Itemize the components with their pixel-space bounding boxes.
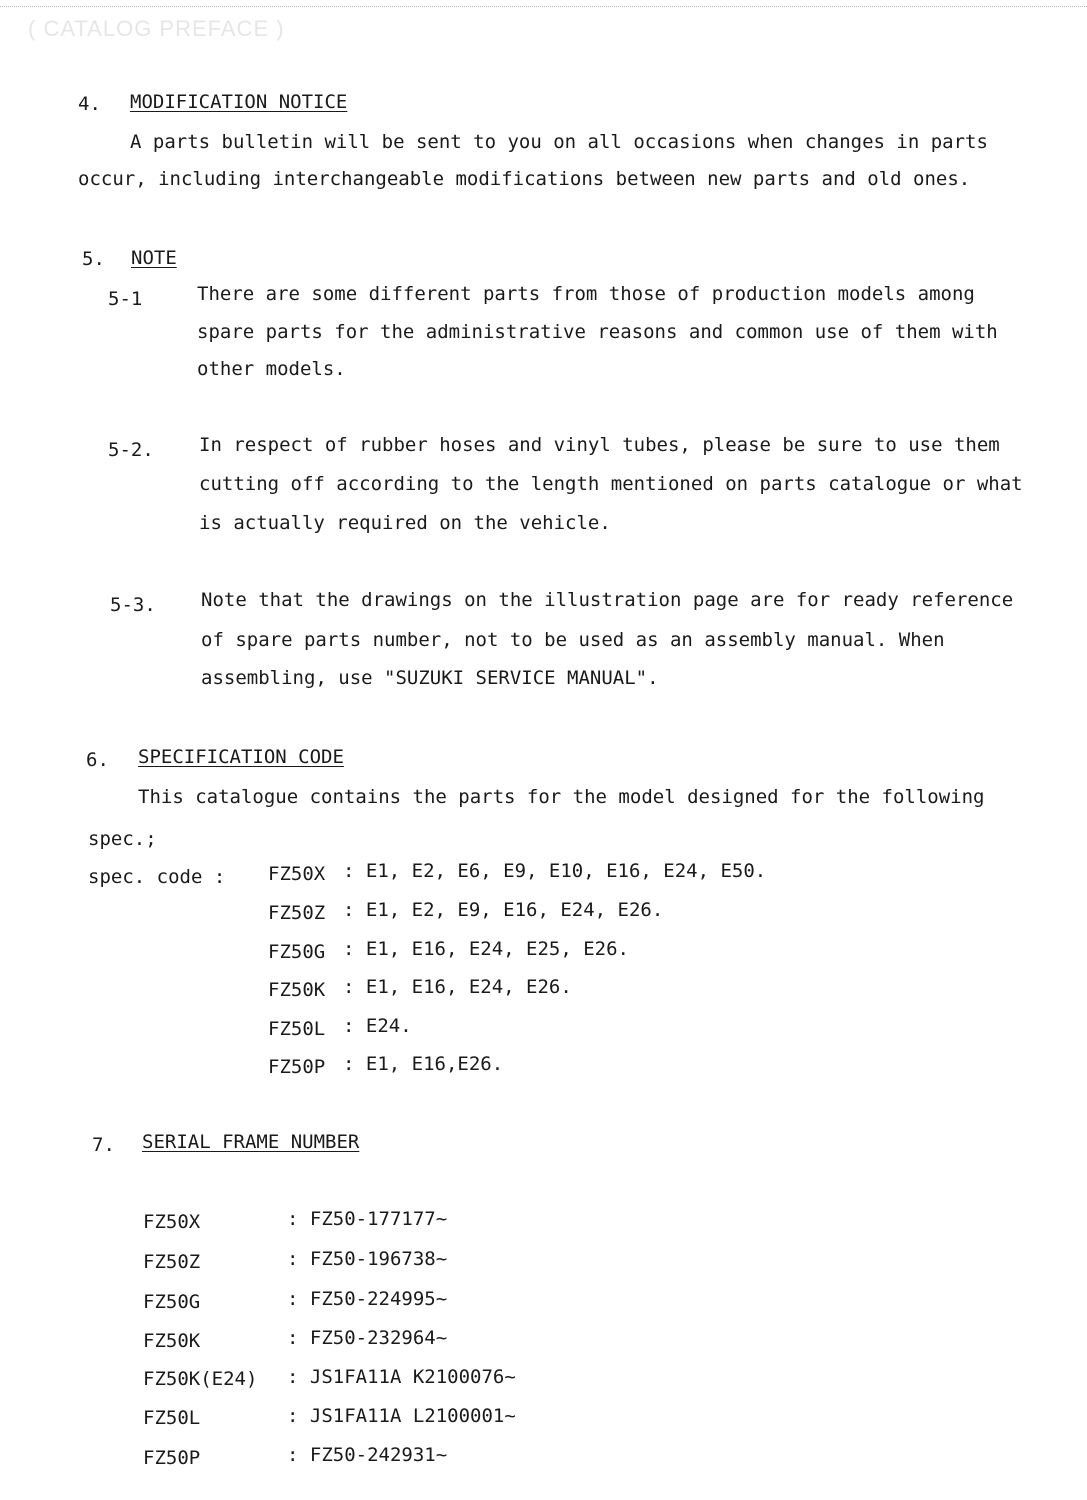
section-5-heading: NOTE (131, 247, 177, 269)
note-5-3-line-3: assembling, use "SUZUKI SERVICE MANUAL". (201, 667, 659, 689)
serial-number: : FZ50-196738~ (287, 1248, 448, 1270)
spec-codes: : E1, E2, E9, E16, E24, E26. (343, 899, 664, 921)
serial-number: : FZ50-224995~ (287, 1288, 448, 1310)
spec-model: FZ50L (268, 1018, 326, 1040)
spec-model: FZ50G (268, 941, 326, 963)
spec-codes: : E1, E2, E6, E9, E10, E16, E24, E50. (343, 860, 767, 882)
spec-model: FZ50Z (268, 902, 326, 924)
section-6-line-1: This catalogue contains the parts for the model designed for the following (138, 786, 985, 808)
section-4-line-2: occur, including interchangeable modifications between new parts and old ones. (78, 168, 971, 190)
serial-number: : FZ50-177177~ (287, 1208, 448, 1230)
section-6-heading: SPECIFICATION CODE (138, 746, 344, 768)
spec-model: FZ50K (268, 979, 326, 1001)
section-7-number: 7. (92, 1134, 115, 1156)
serial-model: FZ50P (143, 1447, 201, 1469)
spec-codes: : E1, E16, E24, E26. (343, 976, 572, 998)
serial-number: : JS1FA11A L2100001~ (287, 1405, 516, 1427)
faded-page-header: ( CATALOG PREFACE ) (28, 16, 285, 41)
section-6-line-2: spec.; (88, 828, 157, 850)
serial-model: FZ50X (143, 1211, 201, 1233)
serial-model: FZ50G (143, 1291, 201, 1313)
serial-model: FZ50K (143, 1330, 201, 1352)
section-4-line-1: A parts bulletin will be sent to you on all occasions when changes in parts (130, 131, 988, 153)
spec-model: FZ50P (268, 1056, 326, 1078)
spec-codes: : E24. (343, 1015, 412, 1037)
note-5-1-number: 5-1 (108, 288, 143, 310)
note-5-1-line-3: other models. (197, 358, 346, 380)
note-5-1-line-2: spare parts for the administrative reasons and common use of them with (197, 321, 998, 343)
note-5-3-line-2: of spare parts number, not to be used as an assembly manual. When (201, 629, 945, 651)
serial-number: : FZ50-242931~ (287, 1444, 448, 1466)
top-dotted-border (0, 6, 1087, 7)
section-4-number: 4. (78, 93, 101, 115)
section-5-number: 5. (82, 248, 105, 270)
note-5-2-line-3: is actually required on the vehicle. (199, 512, 611, 534)
spec-codes: : E1, E16,E26. (343, 1053, 504, 1075)
spec-codes: : E1, E16, E24, E25, E26. (343, 938, 629, 960)
serial-number: : FZ50-232964~ (287, 1327, 448, 1349)
note-5-3-number: 5-3. (110, 594, 156, 616)
note-5-2-line-1: In respect of rubber hoses and vinyl tubes, please be sure to use them (199, 434, 1000, 456)
note-5-2-number: 5-2. (108, 439, 154, 461)
serial-model: FZ50K(E24) (143, 1368, 258, 1390)
serial-number: : JS1FA11A K2100076~ (287, 1366, 516, 1388)
spec-code-label: spec. code : (88, 866, 226, 888)
note-5-1-line-1: There are some different parts from those of production models among (197, 283, 975, 305)
note-5-3-line-1: Note that the drawings on the illustration page are for ready reference (201, 589, 1014, 611)
spec-model: FZ50X (268, 863, 326, 885)
serial-model: FZ50L (143, 1407, 201, 1429)
serial-model: FZ50Z (143, 1251, 201, 1273)
note-5-2-line-2: cutting off according to the length mentioned on parts catalogue or what (199, 473, 1023, 495)
section-6-number: 6. (86, 749, 109, 771)
section-4-heading: MODIFICATION NOTICE (130, 91, 348, 113)
section-7-heading: SERIAL FRAME NUMBER (142, 1131, 360, 1153)
